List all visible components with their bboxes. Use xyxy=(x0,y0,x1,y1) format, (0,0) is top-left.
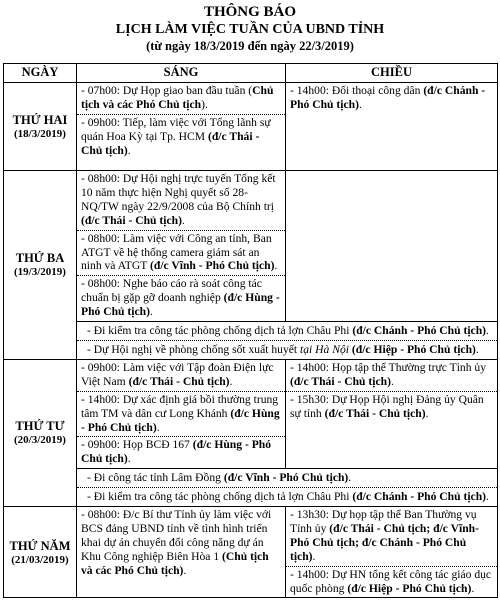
day-date: (18/3/2019) xyxy=(14,128,66,140)
full-day-cell xyxy=(77,469,498,507)
table-row xyxy=(4,171,498,322)
list-item: - Đi kiểm tra công tác phòng chống dịch tả lợn Châu Phi (đ/c Chánh - Phó Chủ tịch). xyxy=(87,490,489,504)
list-item: - 08h00: Nghe báo cáo rà soát công tác chuẩn bị gặp gỡ doanh nghiệp (đ/c Hùng - Phó Chủ tịch). xyxy=(81,277,280,319)
day-cell xyxy=(4,359,77,506)
morning-cell xyxy=(77,83,286,171)
list-item: - 14h00: Dự xác định giá bồi thường trung tâm TM và dân cư Long Khánh (đ/c Hùng - Phó Chủ tịch). xyxy=(77,392,285,438)
day-name: THỨ TƯ xyxy=(15,419,65,434)
col-afternoon-header: CHIỀU xyxy=(286,64,498,83)
list-item: - 09h00: Làm việc với Tập đoàn Điện lực Việt Nam (đ/c Thái - Chủ tịch). xyxy=(77,360,285,392)
schedule-table xyxy=(3,63,498,598)
list-item: - 13h30: Dự họp tập thể Ban Thường vụ Tỉnh ủy (đ/c Thái - Chủ tịch; đ/c Vĩnh- Phó Chủ tịch; đ/c Chánh - Phó Chủ tịch). xyxy=(286,507,497,567)
afternoon-cell xyxy=(286,507,498,598)
doc-subtitle: LỊCH LÀM VIỆC TUẦN CỦA UBND TỈNH xyxy=(115,22,385,37)
day-cell xyxy=(4,171,77,360)
table-header-row xyxy=(4,64,498,83)
col-day-header: NGÀY xyxy=(4,64,77,83)
day-name: THỨ BA xyxy=(15,251,65,266)
table-row xyxy=(4,507,498,598)
day-date: (19/3/2019) xyxy=(14,266,66,279)
list-item: - 08h00: Làm việc với Công an tỉnh, Ban ATGT về hệ thống camera giám sát an ninh và ATGT (đ/c Vĩnh - Phó Chủ tịch). xyxy=(77,231,285,277)
col-morning-header: SÁNG xyxy=(77,64,286,83)
doc-title: THÔNG BÁO xyxy=(203,4,297,20)
afternoon-cell xyxy=(286,171,498,322)
day-cell xyxy=(4,507,77,598)
list-item: - 08h00: Dự Hội nghị trực tuyến Tổng kết 10 năm thực hiện Nghị quyết số 28-NQ/TW ngày 22/9/2008 của Bộ Chính trị (đ/c Thái - Chủ tịch). xyxy=(77,171,285,231)
afternoon-cell xyxy=(286,359,498,468)
list-item: - Dự Hội nghị về phòng chống sốt xuất huyết tại Hà Nội (đ/c Hiệp - Phó Chủ tịch). xyxy=(87,342,479,356)
morning-cell xyxy=(77,359,286,468)
morning-cell xyxy=(77,507,286,598)
full-day-cell xyxy=(77,322,498,360)
table-row xyxy=(4,469,498,507)
list-item: - 09h00: Tiếp, làm việc với Tổng lãnh sự quán Hoa Kỳ tại Tp. HCM (đ/c Thái - Chủ tịch). xyxy=(81,115,271,157)
list-item: - Đi công tác tỉnh Lâm Đồng (đ/c Vĩnh - Phó Chủ tịch). xyxy=(77,469,497,488)
list-item: - Đi kiểm tra công tác phòng chống dịch tả lợn Châu Phi (đ/c Chánh - Phó Chủ tịch). xyxy=(77,322,497,341)
afternoon-cell xyxy=(286,83,498,171)
document-header xyxy=(0,4,500,54)
table-row xyxy=(4,322,498,360)
day-date: (20/3/2019) xyxy=(14,434,66,447)
list-item: - 15h30: Dự Họp Hội nghị Đảng ủy Quân sự tỉnh (đ/c Thái - Chủ tịch). xyxy=(290,392,484,420)
table-row xyxy=(4,359,498,468)
list-item: - 09h00: Họp BCĐ 167 (đ/c Hùng - Phó Chủ tịch). xyxy=(81,438,272,466)
morning-cell xyxy=(77,171,286,322)
list-item: - 07h00: Dự Họp giao ban đầu tuần (Chủ tịch và các Phó Chủ tịch). xyxy=(77,83,285,115)
list-item: - 14h00: Đối thoại công dân (đ/c Chánh - Phó Chủ tịch). xyxy=(290,84,486,111)
day-date: (21/03/2019) xyxy=(11,553,69,566)
table-row xyxy=(4,83,498,171)
list-item: - 08h00: Đ/c Bí thư Tỉnh ủy làm việc với BCS đảng UBND tỉnh về tình hình triển khai dự án chuyển đổi công năng dự án Khu Công nghiệp Biên Hòa 1 (Chủ tịch và các Phó Chủ tịch). xyxy=(81,508,272,577)
day-cell xyxy=(4,83,77,171)
list-item: - 14h00: Dự HN tổng kết công tác giáo dục quốc phòng (đ/c Hiệp - Phó Chủ tịch). xyxy=(290,567,492,595)
list-item: - 14h00: Họp tập thể Thường trực Tỉnh ủy (đ/c Thái - Chủ tịch). xyxy=(286,360,497,392)
day-name: THỨ HAI xyxy=(12,113,68,127)
day-name: THỨ NĂM xyxy=(9,538,71,553)
doc-date-range: (từ ngày 18/3/2019 đến ngày 22/3/2019) xyxy=(146,39,354,53)
